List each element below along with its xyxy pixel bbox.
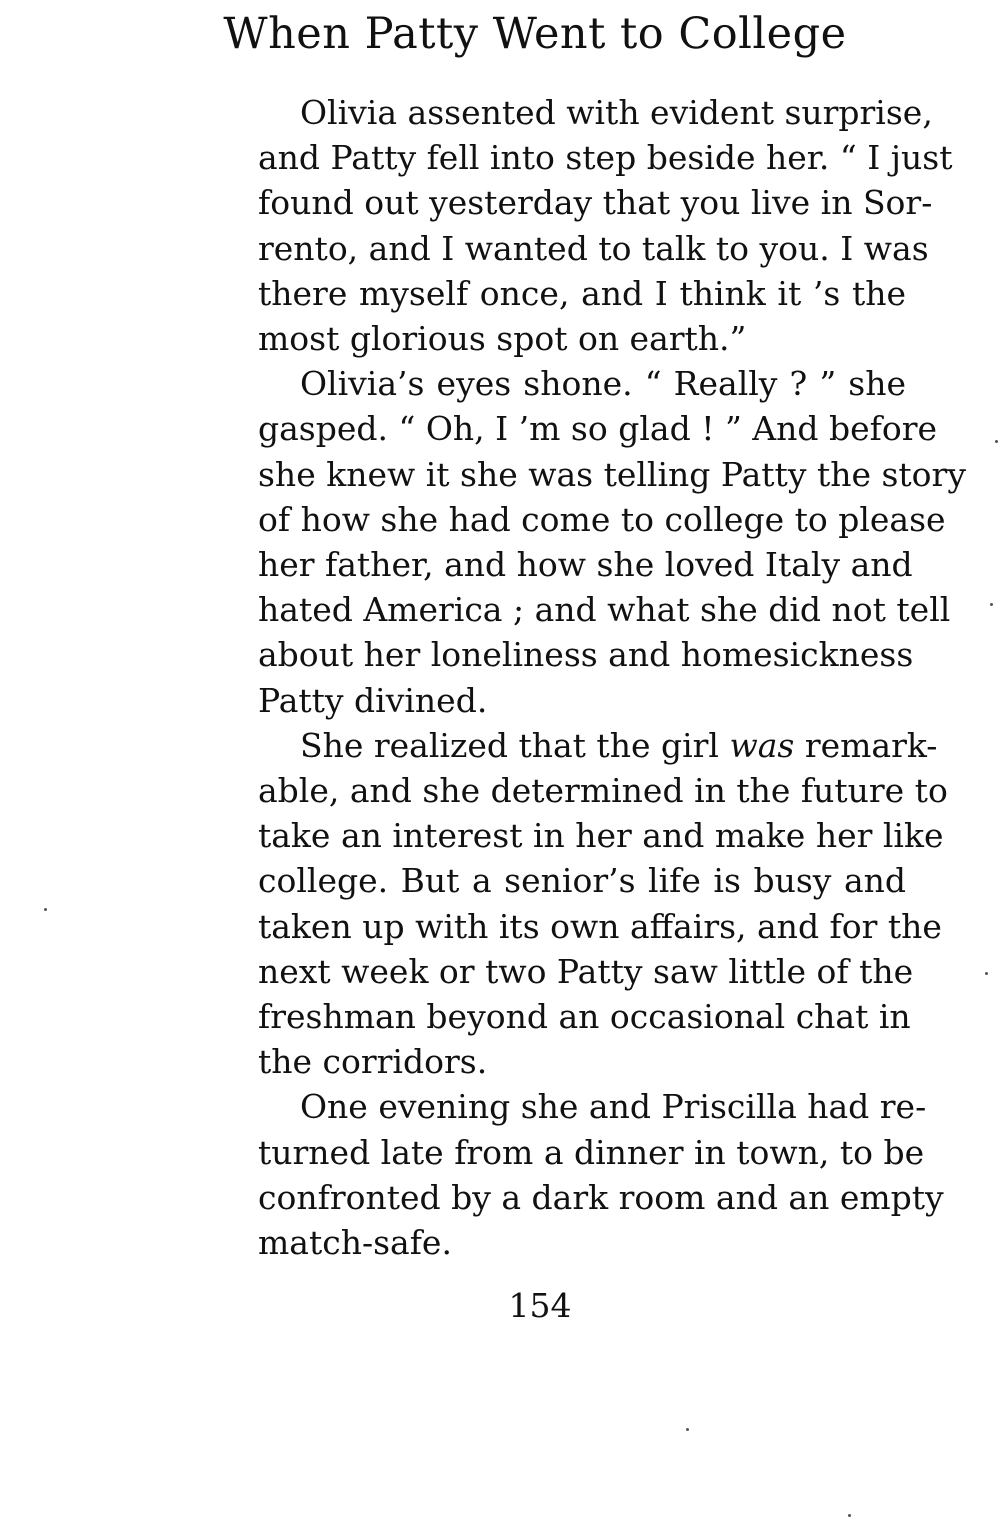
text-line: One evening she and Priscilla had re- (300, 1087, 927, 1127)
text-line: found out yesterday that you live in Sor- (258, 183, 933, 223)
text-line: the corridors. (258, 1042, 488, 1082)
text-line: able, and she determined in the future to (258, 771, 948, 811)
paragraph-1 (216, 90, 953, 361)
scan-speck (995, 440, 998, 443)
text-run: remark- (794, 725, 938, 765)
text-line: next week or two Patty saw little of the (258, 951, 914, 991)
text-line: Patty divined. (258, 680, 488, 720)
text-line: college. But a senior’s life is busy and (258, 861, 906, 901)
text-line: about her loneliness and homesickness (258, 635, 914, 675)
text-line (216, 723, 938, 768)
text-line: most glorious spot on earth.” (258, 319, 747, 359)
text-line: of how she had come to college to please (258, 499, 946, 539)
paragraph-2 (216, 361, 966, 723)
scan-speck (985, 972, 988, 975)
paragraph-3 (216, 723, 948, 1085)
text-line: there myself once, and I think it ’s the (258, 273, 906, 313)
scan-speck (686, 1428, 689, 1431)
text-line: freshman beyond an occasional chat in (258, 997, 911, 1037)
text-line: her father, and how she loved Italy and (258, 545, 913, 585)
text-run: She realized that the girl (300, 725, 730, 765)
text-line: Olivia assented with evident surprise, (300, 93, 933, 132)
text-line: gasped. “ Oh, I ’m so glad ! ” And before (258, 409, 938, 449)
running-head: When Patty Went to College (223, 9, 847, 59)
text-line: match-safe. (258, 1223, 452, 1263)
scan-speck (990, 603, 993, 606)
text-line: turned late from a dinner in town, to be (258, 1132, 925, 1172)
text-line: and Patty fell into step beside her. “ I just (258, 138, 953, 178)
emphasis-word: was (729, 725, 795, 765)
text-line: take an interest in her and make her like (258, 816, 944, 856)
text-line: confronted by a dark room and an empty (258, 1177, 944, 1217)
page-number: 154 (508, 1286, 572, 1325)
scan-speck (848, 1514, 851, 1517)
scan-speck (44, 908, 47, 911)
text-line: taken up with its own affairs, and for the (258, 906, 942, 946)
text-line: rento, and I wanted to talk to you. I was (258, 228, 929, 268)
text-line: Olivia’s eyes shone. “ Really ? ” she (300, 364, 906, 404)
text-line: she knew it she was telling Patty the story (258, 454, 966, 494)
body-text (216, 90, 966, 1265)
paragraph-4 (216, 1084, 944, 1265)
text-line: hated America ; and what she did not tell (258, 590, 951, 630)
